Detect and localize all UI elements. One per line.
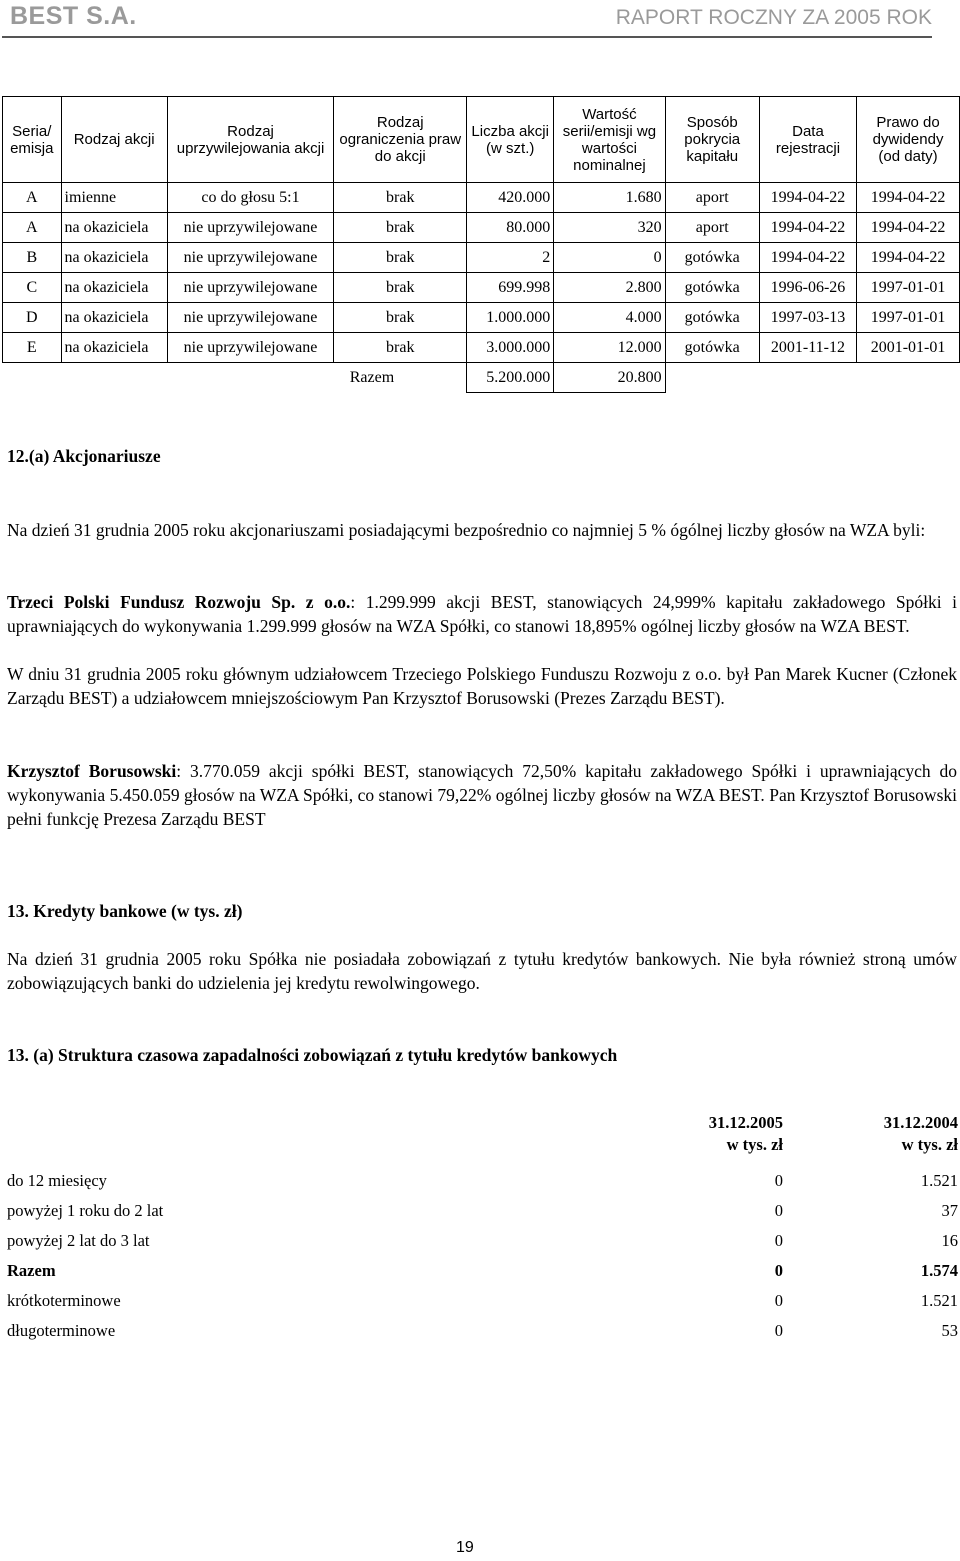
col-header: Sposób pokrycia kapitału — [665, 97, 759, 183]
maturity-row — [7, 1226, 960, 1256]
table-cell: 1996-06-26 — [759, 273, 856, 303]
table-cell: 1994-04-22 — [759, 183, 856, 213]
section-13-title: 13. Kredyty bankowe (w tys. zł) — [7, 901, 243, 921]
table-cell: 1994-04-22 — [857, 183, 960, 213]
header-divider — [2, 36, 932, 38]
table-cell: 1994-04-22 — [759, 213, 856, 243]
table-cell: E — [3, 333, 62, 363]
col-2004-header: 31.12.2004 w tys. zł — [883, 1113, 958, 1154]
maturity-cell: powyżej 1 roku do 2 lat — [7, 1201, 164, 1220]
col-header: Data rejestracji — [759, 97, 856, 183]
maturity-cell: 16 — [941, 1231, 958, 1250]
table-cell: gotówka — [665, 303, 759, 333]
maturity-cell: 0 — [774, 1321, 783, 1340]
table-cell: 1997-01-01 — [857, 303, 960, 333]
maturity-cell: 1.521 — [920, 1171, 958, 1190]
table-cell: co do głosu 5:1 — [167, 183, 334, 213]
table-cell: 1.680 — [554, 183, 665, 213]
maturity-cell: krótkoterminowe — [7, 1291, 121, 1310]
total-value: 20.800 — [554, 363, 665, 393]
maturity-cell: 37 — [941, 1201, 958, 1220]
holder2-paragraph — [7, 759, 957, 831]
table-cell: 80.000 — [467, 213, 554, 243]
table-cell: 2.800 — [554, 273, 665, 303]
holder1-name: Trzeci Polski Fundusz Rozwoju Sp. z o.o. — [7, 592, 351, 612]
company-name: BEST S.A. — [10, 2, 137, 30]
col-header: Liczba akcji (w szt.) — [467, 97, 554, 183]
table-row — [3, 183, 960, 213]
holder1-paragraph — [7, 590, 957, 638]
maturity-row — [7, 1316, 960, 1346]
table-cell: nie uprzywilejowane — [167, 303, 334, 333]
maturity-cell: długoterminowe — [7, 1321, 116, 1340]
table-cell: gotówka — [665, 273, 759, 303]
table-cell: brak — [334, 273, 467, 303]
maturity-row — [7, 1166, 960, 1196]
maturity-cell: powyżej 2 lat do 3 lat — [7, 1231, 150, 1250]
table-cell: brak — [334, 243, 467, 273]
table-cell: A — [3, 213, 62, 243]
table-cell: 2001-01-01 — [857, 333, 960, 363]
maturity-cell: 0 — [774, 1171, 783, 1190]
table-cell: 4.000 — [554, 303, 665, 333]
col-header: Prawo do dywidendy (od daty) — [857, 97, 960, 183]
page-number: 19 — [456, 1539, 474, 1556]
section-12a-intro: Na dzień 31 grudnia 2005 roku akcjonariuszami posiadającymi bezpośrednio co najmniej 5 % ógólnej liczby głosów na WZA byli: — [7, 520, 926, 540]
col-header: Seria/ emisja — [3, 97, 62, 183]
table-cell: nie uprzywilejowane — [167, 333, 334, 363]
holder1-note: W dniu 31 grudnia 2005 roku głównym udziałowcem Trzeciego Polskiego Funduszu Rozwoju z o.o. był Pan Marek Kucner (Członek Zarządu BEST) a udziałowcem mniejszościowym Pan Krzysztof Borusowski (Prezes Zarządu BEST). — [7, 664, 957, 708]
table-cell: brak — [334, 333, 467, 363]
maturity-row — [7, 1286, 960, 1316]
table-row — [3, 273, 960, 303]
table-cell: gotówka — [665, 243, 759, 273]
maturity-row — [7, 1196, 960, 1226]
maturity-cell: 0 — [774, 1261, 783, 1280]
table-cell: aport — [665, 213, 759, 243]
table-cell: 1997-03-13 — [759, 303, 856, 333]
col-header: Rodzaj akcji — [61, 97, 167, 183]
maturity-table — [7, 1112, 960, 1346]
table-cell: 1.000.000 — [467, 303, 554, 333]
table-cell: brak — [334, 183, 467, 213]
table-cell: na okaziciela — [61, 273, 167, 303]
col-header: Rodzaj ograniczenia praw do akcji — [334, 97, 467, 183]
col-header: Rodzaj uprzywilejowania akcji — [167, 97, 334, 183]
col-header: Wartość serii/emisji wg wartości nominalnej — [554, 97, 665, 183]
table-cell: 699.998 — [467, 273, 554, 303]
holder2-name: Krzysztof Borusowski — [7, 761, 177, 781]
maturity-cell: 0 — [774, 1201, 783, 1220]
maturity-row — [7, 1256, 960, 1286]
section-12a-title: 12.(a) Akcjonariusze — [7, 446, 161, 466]
maturity-cell: Razem — [7, 1261, 56, 1280]
col-2005-header: 31.12.2005 w tys. zł — [708, 1113, 783, 1154]
table-row — [3, 333, 960, 363]
table-row — [3, 243, 960, 273]
maturity-cell: 0 — [774, 1231, 783, 1250]
table-row — [3, 213, 960, 243]
table-cell: gotówka — [665, 333, 759, 363]
maturity-cell: 1.521 — [920, 1291, 958, 1310]
section-13-text: Na dzień 31 grudnia 2005 roku Spółka nie posiadała zobowiązań z tytułu kredytów bankowych. Nie była również stroną umów zobowiązujących banki do udzielenia jej kredytu rewolwingowego. — [7, 949, 957, 993]
table-cell: nie uprzywilejowane — [167, 243, 334, 273]
maturity-cell: do 12 miesięcy — [7, 1171, 107, 1190]
shares-header-row — [3, 97, 960, 183]
table-cell: 1994-04-22 — [857, 213, 960, 243]
table-cell: aport — [665, 183, 759, 213]
total-shares: 5.200.000 — [467, 363, 554, 393]
table-cell: 1994-04-22 — [857, 243, 960, 273]
table-cell: 3.000.000 — [467, 333, 554, 363]
table-cell: na okaziciela — [61, 243, 167, 273]
table-row — [3, 303, 960, 333]
table-cell: imienne — [61, 183, 167, 213]
table-cell: 1994-04-22 — [759, 243, 856, 273]
table-cell: 2001-11-12 — [759, 333, 856, 363]
maturity-cell: 53 — [941, 1321, 958, 1340]
table-cell: 2 — [467, 243, 554, 273]
table-cell: 1997-01-01 — [857, 273, 960, 303]
table-cell: A — [3, 183, 62, 213]
table-cell: 320 — [554, 213, 665, 243]
holder1-text: : 1.299.999 akcji BEST, stanowiących 24,999% kapitału zakładowego Spółki i uprawniających do wykonywania 1.299.999 głosów na WZA Spółki, co stanowi 18,895% ogólnej liczby głosów na WZA BEST. — [7, 592, 957, 636]
shares-table — [2, 96, 960, 393]
table-cell: nie uprzywilejowane — [167, 273, 334, 303]
table-cell: na okaziciela — [61, 213, 167, 243]
holder2-text: : 3.770.059 akcji spółki BEST, stanowiących 72,50% kapitału zakładowego Spółki i uprawniających do wykonywania 5.450.059 głosów na WZA Spółki, co stanowi 79,22% ogólnej liczby głosów na WZA BEST. Pan Krzysztof Borusowski pełni funkcję Prezesa Zarządu BEST — [7, 761, 957, 829]
table-cell: B — [3, 243, 62, 273]
maturity-cell: 0 — [774, 1291, 783, 1310]
table-cell: C — [3, 273, 62, 303]
table-cell: brak — [334, 213, 467, 243]
shares-total-row — [3, 363, 960, 393]
maturity-cell: 1.574 — [920, 1261, 958, 1280]
table-cell: 0 — [554, 243, 665, 273]
total-label: Razem — [349, 368, 395, 386]
table-cell: 420.000 — [467, 183, 554, 213]
table-cell: na okaziciela — [61, 303, 167, 333]
report-title: RAPORT ROCZNY ZA 2005 ROK — [615, 6, 932, 29]
section-13a-title: 13. (a) Struktura czasowa zapadalności zobowiązań z tytułu kredytów bankowych — [7, 1045, 618, 1065]
maturity-header-row — [7, 1112, 960, 1166]
table-cell: D — [3, 303, 62, 333]
table-cell: brak — [334, 303, 467, 333]
table-cell: na okaziciela — [61, 333, 167, 363]
table-cell: 12.000 — [554, 333, 665, 363]
table-cell: nie uprzywilejowane — [167, 213, 334, 243]
